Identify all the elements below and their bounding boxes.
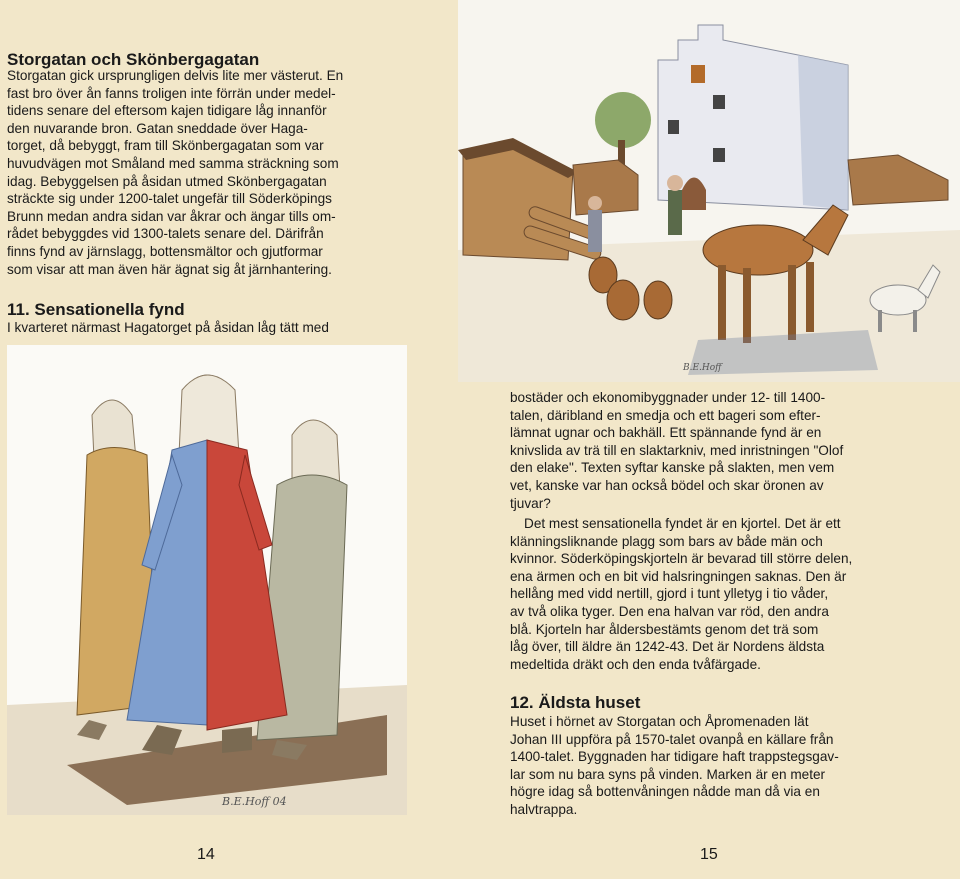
chapter-title-12: 12. Äldsta huset — [510, 693, 641, 712]
continued-text: bostäder och ekonomibyggnader under 12- till 1400- talen, däribland en smedja och ett bageri som efter- lämnat ugnar och bakhäll. Ett spännande fynd är en knivslida av trä till en slaktarkniv, med inristningen "Olof den elake". Texten syftar kanske på slakten, men vem vet, kanske var han också bödel och skar öronen av tjuvar? — [510, 390, 844, 511]
page-number-left: 14 — [197, 846, 215, 863]
chapter-11-intro: I kvarteret närmast Hagatorget på åsidan låg tätt med — [7, 320, 329, 335]
illustration-signature-right: B.E.Hoff — [683, 363, 722, 373]
illustration-three-women — [7, 345, 407, 815]
chapter-title-11: 11. Sensationella fynd — [7, 300, 185, 319]
chapter-12-text: Huset i hörnet av Storgatan och Åpromenaden lät Johan III uppföra på 1570-talet ovanpå en källare från 1400-talet. Byggnaden har tidigare haft trappstegsgav- lar som nu bara syns på vinden. Marken är en meter högre idag så bottenvåningen nådde man då via en halvtrappa. — [510, 714, 839, 817]
illustration-signature: B.E.Hoff 04 — [222, 795, 287, 808]
three-women-drawing — [7, 345, 407, 815]
right-page — [480, 0, 960, 879]
page-number-right: 15 — [700, 846, 718, 863]
kjortel-text: Det mest sensationella fyndet är en kjortel. Det är ett klänningsliknande plagg som bars av både män och kvinnor. Söderköpingskjorteln är bevarad till större delen, ena ärmen och en bit vid halsringningen saknas. Den är hellång med vidd nertill, gjord i tunt ylletyg i tio våder, av två olika tyger. Den ena halvan var röd, den andra blå. Kjorteln har åldersbestämts genom det trä som låg över, till äldre än 1242-43. Det är Nordens äldsta medeltida dräkt och den enda tvåfärgade. — [510, 516, 853, 672]
kjortel-paragraph — [510, 515, 950, 673]
section-title-storgatan: Storgatan och Skönbergagatan — [7, 50, 260, 69]
illustration-medieval-street — [458, 0, 960, 382]
medieval-street-drawing — [458, 0, 960, 382]
section-text-storgatan: Storgatan gick ursprungligen delvis lite mer västerut. En fast bro över ån fanns troligen inte förrän under medel- tidens senare del eftersom kajen tidigare låg innanför den nuvarande bron. Gatan sneddade över Haga- torget, då bebyggt, fram till Skönbergagatan som var huvudvägen mot Småland med samma sträckning som idag. Bebyggelsen på åsidan utmed Skönbergagatan sträckte sig under 1200-talet ungefär till Söderköpings Brunn medan andra sidan var åkrar och ängar tills om- rådet bebyggdes vid 1300-talets senare del. Därifrån finns fynd av järnslagg, bottensmältor och gjutformar som visar att man även här ägnat sig åt järnhantering. — [7, 68, 344, 277]
